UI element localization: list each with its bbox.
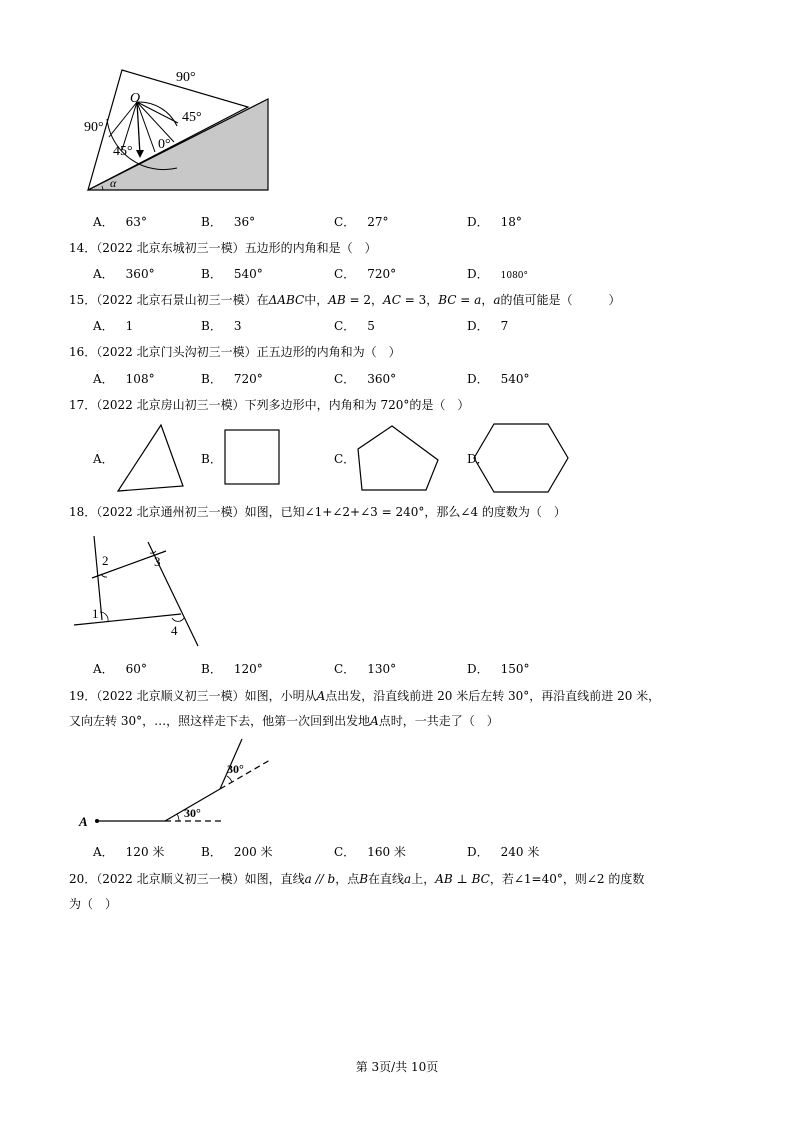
q18-label-3: 3 — [154, 554, 161, 569]
q17-option-a[interactable]: A． — [93, 452, 114, 466]
label-0: 0° — [158, 137, 171, 152]
q16-option-a[interactable]: A． 108° — [93, 372, 155, 386]
q18-option-c[interactable]: C． 130° — [334, 662, 397, 676]
q13-option-b[interactable]: B． 36° — [201, 215, 256, 229]
q18-stem: 18．（2022 北京通州初三一模）如图，已知∠1+∠2+∠3 = 240°，那么∠4 的度数为（ ） — [69, 505, 566, 519]
q20-line1: 20．（2022 北京顺义初三一模）如图，直线a // b，点B在直线a上，AB ⊥ BC，若∠1=40°，则∠2 的度数 — [69, 872, 645, 886]
page-footer: 第 3页/共 10页 — [355, 1060, 439, 1074]
pentagon-shape — [352, 420, 444, 495]
q19-option-d[interactable]: D． 240 米 — [467, 845, 540, 859]
q17-option-b[interactable]: B． — [201, 452, 222, 466]
q16-option-b[interactable]: B． 720° — [201, 372, 263, 386]
q14-option-c[interactable]: C． 720° — [334, 267, 397, 281]
q14-stem: 14．（2022 北京东城初三一模）五边形的内角和是（ ） — [69, 241, 377, 255]
q19-line1: 19．（2022 北京顺义初三一模）如图，小明从A点出发，沿直线前进 20 米后左转 30°，再沿直线前进 20 米， — [69, 689, 661, 703]
q13-figure — [80, 62, 280, 197]
q19-option-b[interactable]: B． 200 米 — [201, 845, 273, 859]
q16-option-d[interactable]: D． 540° — [467, 372, 530, 386]
q16-option-c[interactable]: C． 360° — [334, 372, 397, 386]
q13-option-a[interactable]: A． 63° — [93, 215, 147, 229]
q19-line2: 又向左转 30°，…，照这样走下去，他第一次回到出发地A点时，一共走了（ ） — [69, 714, 499, 728]
label-90-left: 90° — [84, 120, 104, 135]
q15-option-c[interactable]: C． 5 — [334, 319, 375, 333]
q19-angle-1: 30° — [184, 806, 201, 820]
q17-option-c[interactable]: C． — [334, 452, 356, 466]
label-alpha: α — [110, 176, 117, 190]
q18-option-b[interactable]: B． 120° — [201, 662, 263, 676]
q15-option-b[interactable]: B． 3 — [201, 319, 242, 333]
q13-option-d[interactable]: D． 18° — [467, 215, 522, 229]
label-o: O — [130, 91, 141, 106]
q18-option-d[interactable]: D． 150° — [467, 662, 530, 676]
q18-label-4: 4 — [171, 623, 178, 638]
label-45-right: 45° — [182, 110, 202, 125]
label-45-bottom: 45° — [113, 144, 133, 159]
q19-figure — [75, 735, 275, 830]
square-shape — [220, 425, 284, 489]
q19-label-a: A — [79, 814, 88, 829]
q19-option-c[interactable]: C． 160 米 — [334, 845, 406, 859]
q18-figure — [70, 530, 205, 650]
q17-stem: 17．（2022 北京房山初三一模）下列多边形中，内角和为 720°的是（ ） — [69, 398, 470, 412]
triangle-shape — [110, 420, 190, 495]
q14-option-b[interactable]: B． 540° — [201, 267, 263, 281]
q15-option-d[interactable]: D． 7 — [467, 319, 509, 333]
q18-label-1: 1 — [92, 606, 99, 621]
q17-option-d[interactable]: D． — [467, 452, 489, 466]
q14-option-a[interactable]: A． 360° — [93, 267, 155, 281]
q19-angle-2: 30° — [227, 762, 244, 776]
q18-option-a[interactable]: A． 60° — [93, 662, 147, 676]
q18-label-2: 2 — [102, 553, 109, 568]
q19-option-a[interactable]: A． 120 米 — [93, 845, 165, 859]
q15-stem: 15．（2022 北京石景山初三一模）在ΔABC中，AB = 2，AC = 3，BC = a，a的值可能是（ ） — [69, 293, 621, 307]
q15-option-a[interactable]: A． 1 — [93, 319, 134, 333]
q13-option-c[interactable]: C． 27° — [334, 215, 389, 229]
q14-option-d[interactable]: D． 1080° — [467, 267, 529, 281]
q20-line2: 为（ ） — [69, 897, 118, 911]
hexagon-shape — [470, 418, 572, 498]
q16-stem: 16．（2022 北京门头沟初三一模）正五边形的内角和为（ ） — [69, 345, 401, 359]
label-90-top: 90° — [176, 70, 196, 85]
